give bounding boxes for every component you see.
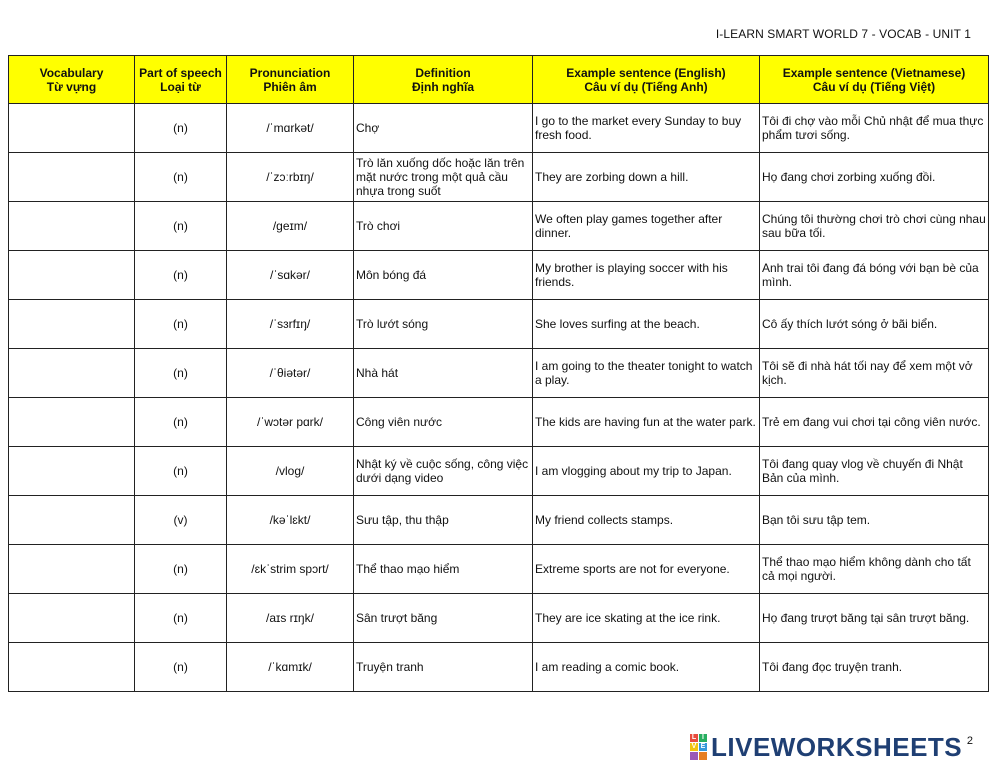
vocab-answer-input[interactable] bbox=[11, 155, 132, 199]
liveworksheets-logo-icon bbox=[690, 734, 707, 760]
vocab-cell bbox=[9, 104, 135, 153]
col-header-example-vietnamese: Example sentence (Vietnamese) Câu ví dụ (Tiếng Việt) bbox=[760, 56, 989, 104]
definition-cell: Chợ bbox=[354, 104, 533, 153]
vocab-answer-input[interactable] bbox=[11, 253, 132, 297]
table-row bbox=[9, 643, 989, 692]
logo-square bbox=[699, 752, 707, 760]
pronunciation-cell: /ˈkɑmɪk/ bbox=[227, 643, 354, 692]
vocab-answer-input[interactable] bbox=[11, 400, 132, 444]
logo-square: E bbox=[700, 743, 706, 750]
pronunciation-cell: /geɪm/ bbox=[227, 202, 354, 251]
example-vietnamese-cell: Tôi đang quay vlog về chuyến đi Nhật Bản của mình. bbox=[760, 447, 989, 496]
col-header-pronunciation: Pronunciation Phiên âm bbox=[227, 56, 354, 104]
example-vietnamese-cell: Trẻ em đang vui chơi tại công viên nước. bbox=[760, 398, 989, 447]
example-vietnamese-cell: Chúng tôi thường chơi trò chơi cùng nhau sau bữa tối. bbox=[760, 202, 989, 251]
definition-cell: Trò chơi bbox=[354, 202, 533, 251]
definition-cell: Nhà hát bbox=[354, 349, 533, 398]
vocab-cell bbox=[9, 496, 135, 545]
table-row bbox=[9, 594, 989, 643]
vocab-answer-input[interactable] bbox=[11, 351, 132, 395]
vocab-cell bbox=[9, 300, 135, 349]
part-of-speech-cell: (n) bbox=[135, 104, 227, 153]
pronunciation-cell: /ˈzɔːrbɪŋ/ bbox=[227, 153, 354, 202]
vocab-cell bbox=[9, 202, 135, 251]
vocab-answer-input[interactable] bbox=[11, 547, 132, 591]
example-vietnamese-cell: Anh trai tôi đang đá bóng với bạn bè của mình. bbox=[760, 251, 989, 300]
example-vietnamese-cell: Họ đang chơi zorbing xuống đồi. bbox=[760, 153, 989, 202]
page-number: 2 bbox=[966, 735, 973, 747]
example-english-cell: My friend collects stamps. bbox=[533, 496, 760, 545]
example-vietnamese-cell: Cô ấy thích lướt sóng ở bãi biển. bbox=[760, 300, 989, 349]
vocab-answer-input[interactable] bbox=[11, 498, 132, 542]
part-of-speech-cell: (n) bbox=[135, 398, 227, 447]
table-row bbox=[9, 202, 989, 251]
table-row bbox=[9, 398, 989, 447]
part-of-speech-cell: (n) bbox=[135, 300, 227, 349]
part-of-speech-cell: (n) bbox=[135, 349, 227, 398]
example-english-cell: My brother is playing soccer with his friends. bbox=[533, 251, 760, 300]
part-of-speech-cell: (n) bbox=[135, 545, 227, 594]
table-row bbox=[9, 545, 989, 594]
vocab-answer-input[interactable] bbox=[11, 106, 132, 150]
logo-square: V bbox=[691, 743, 697, 750]
table-row bbox=[9, 104, 989, 153]
example-vietnamese-cell: Tôi đi chợ vào mỗi Chủ nhật để mua thực phẩm tươi sống. bbox=[760, 104, 989, 153]
col-header-example-english: Example sentence (English) Câu ví dụ (Tiếng Anh) bbox=[533, 56, 760, 104]
part-of-speech-cell: (n) bbox=[135, 251, 227, 300]
definition-cell: Sân trượt băng bbox=[354, 594, 533, 643]
brand-name: LIVEWORKSHEETS bbox=[711, 731, 963, 762]
vocab-cell bbox=[9, 643, 135, 692]
logo-square: L bbox=[691, 734, 697, 741]
col-header-part-of-speech: Part of speech Loại từ bbox=[135, 56, 227, 104]
vocab-cell bbox=[9, 251, 135, 300]
pronunciation-cell: /aɪs rɪŋk/ bbox=[227, 594, 354, 643]
example-english-cell: I go to the market every Sunday to buy fresh food. bbox=[533, 104, 760, 153]
vocab-answer-input[interactable] bbox=[11, 596, 132, 640]
pronunciation-cell: /ɛkˈstrim spɔrt/ bbox=[227, 545, 354, 594]
example-english-cell: I am vlogging about my trip to Japan. bbox=[533, 447, 760, 496]
example-english-cell: They are ice skating at the ice rink. bbox=[533, 594, 760, 643]
example-english-cell: I am going to the theater tonight to watch a play. bbox=[533, 349, 760, 398]
definition-cell: Truyện tranh bbox=[354, 643, 533, 692]
vocab-cell bbox=[9, 545, 135, 594]
definition-cell: Trò lướt sóng bbox=[354, 300, 533, 349]
example-vietnamese-cell: Thể thao mạo hiểm không dành cho tất cả mọi người. bbox=[760, 545, 989, 594]
pronunciation-cell: /ˈsɜrfɪŋ/ bbox=[227, 300, 354, 349]
definition-cell: Nhật ký về cuộc sống, công việc dưới dạng video bbox=[354, 447, 533, 496]
definition-cell: Sưu tập, thu thập bbox=[354, 496, 533, 545]
example-vietnamese-cell: Tôi sẽ đi nhà hát tối nay để xem một vở kịch. bbox=[760, 349, 989, 398]
vocab-answer-input[interactable] bbox=[11, 645, 132, 689]
part-of-speech-cell: (n) bbox=[135, 447, 227, 496]
vocab-cell bbox=[9, 349, 135, 398]
definition-cell: Trò lăn xuống dốc hoặc lăn trên mặt nước trong một quả cầu nhựa trong suốt bbox=[354, 153, 533, 202]
table-header-row bbox=[9, 56, 989, 104]
vocab-cell bbox=[9, 153, 135, 202]
example-english-cell: The kids are having fun at the water park. bbox=[533, 398, 760, 447]
example-vietnamese-cell: Họ đang trượt băng tại sân trượt băng. bbox=[760, 594, 989, 643]
example-english-cell: We often play games together after dinner. bbox=[533, 202, 760, 251]
part-of-speech-cell: (n) bbox=[135, 643, 227, 692]
part-of-speech-cell: (n) bbox=[135, 202, 227, 251]
logo-square bbox=[690, 752, 698, 760]
logo-square: I bbox=[699, 734, 707, 742]
table-row bbox=[9, 447, 989, 496]
example-english-cell: She loves surfing at the beach. bbox=[533, 300, 760, 349]
part-of-speech-cell: (v) bbox=[135, 496, 227, 545]
table-row bbox=[9, 349, 989, 398]
vocab-table-body bbox=[9, 104, 989, 692]
example-english-cell: They are zorbing down a hill. bbox=[533, 153, 760, 202]
vocab-cell bbox=[9, 594, 135, 643]
table-row bbox=[9, 496, 989, 545]
definition-cell: Môn bóng đá bbox=[354, 251, 533, 300]
table-row bbox=[9, 251, 989, 300]
part-of-speech-cell: (n) bbox=[135, 594, 227, 643]
vocab-cell bbox=[9, 398, 135, 447]
table-row bbox=[9, 300, 989, 349]
vocab-answer-input[interactable] bbox=[11, 204, 132, 248]
vocab-cell bbox=[9, 447, 135, 496]
col-header-definition: Definition Định nghĩa bbox=[354, 56, 533, 104]
example-english-cell: Extreme sports are not for everyone. bbox=[533, 545, 760, 594]
pronunciation-cell: /vlog/ bbox=[227, 447, 354, 496]
example-english-cell: I am reading a comic book. bbox=[533, 643, 760, 692]
table-row bbox=[9, 153, 989, 202]
col-header-vocabulary: Vocabulary Từ vựng bbox=[9, 56, 135, 104]
vocab-table bbox=[8, 55, 989, 692]
example-vietnamese-cell: Tôi đang đọc truyện tranh. bbox=[760, 643, 989, 692]
document-title: I-LEARN SMART WORLD 7 - VOCAB - UNIT 1 bbox=[715, 27, 971, 41]
pronunciation-cell: /kəˈlɛkt/ bbox=[227, 496, 354, 545]
pronunciation-cell: /ˈwɔtər pɑrk/ bbox=[227, 398, 354, 447]
pronunciation-cell: /ˈsɑkər/ bbox=[227, 251, 354, 300]
example-vietnamese-cell: Bạn tôi sưu tập tem. bbox=[760, 496, 989, 545]
part-of-speech-cell: (n) bbox=[135, 153, 227, 202]
liveworksheets-brand bbox=[690, 733, 962, 761]
definition-cell: Thể thao mạo hiểm bbox=[354, 545, 533, 594]
definition-cell: Công viên nước bbox=[354, 398, 533, 447]
pronunciation-cell: /ˈθiətər/ bbox=[227, 349, 354, 398]
vocab-answer-input[interactable] bbox=[11, 302, 132, 346]
vocab-answer-input[interactable] bbox=[11, 449, 132, 493]
pronunciation-cell: /ˈmɑrkət/ bbox=[227, 104, 354, 153]
